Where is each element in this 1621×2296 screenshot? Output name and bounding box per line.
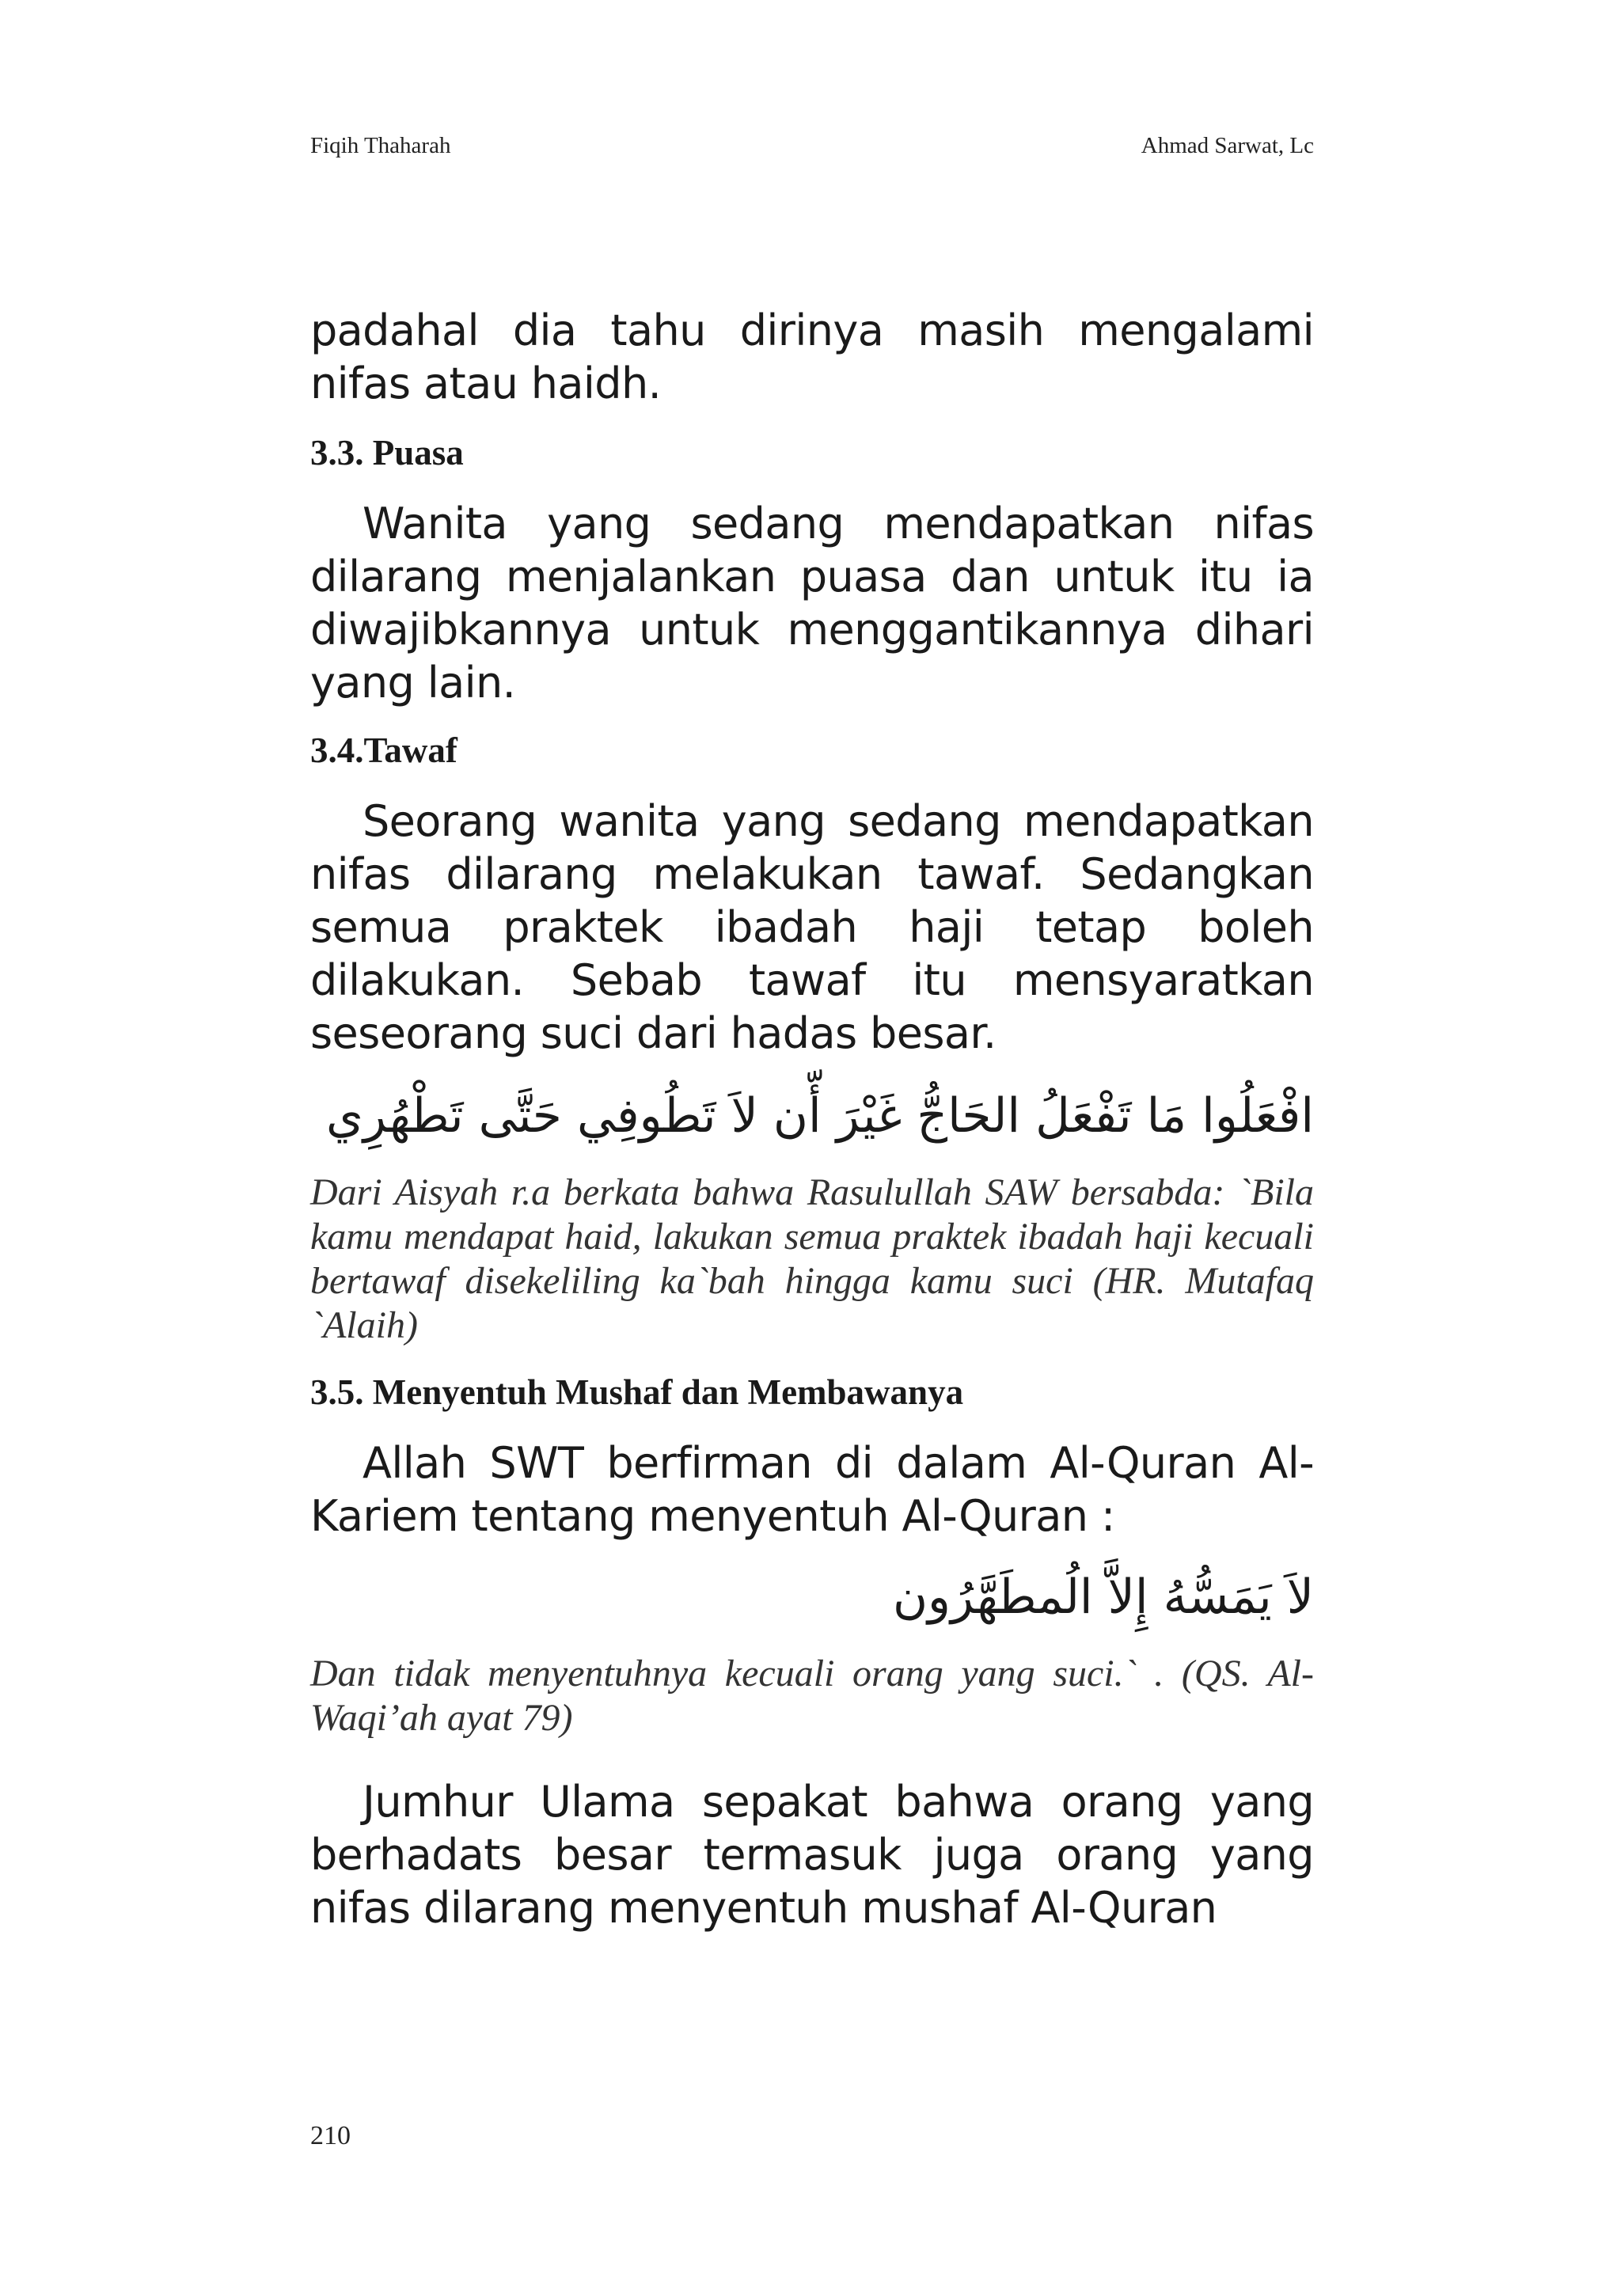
- header-author: Ahmad Sarwat, Lc: [1141, 133, 1314, 158]
- section-heading-tawaf: 3.4.Tawaf: [310, 731, 457, 770]
- arabic-ayat: لاَ يَمَسُّهُ إِلاَّ الُمطَهَّرُون: [892, 1569, 1314, 1625]
- paragraph-mushaf: Allah SWT berfirman di dalam Al-Quran Al-Kariem tentang menyentuh Al-Quran :: [310, 1438, 1314, 1541]
- arabic-hadith: افْعَلُوا مَا تَفْعَلُ الحَاجُّ غَيْرَ أّن لاَ تَطُوفِي حَتَّى تَطْهُرِي: [325, 1088, 1314, 1144]
- paragraph-jumhur: Jumhur Ulama sepakat bahwa orang yang berhadats besar termasuk juga orang yang nifas dilarang menyentuh mushaf Al-Quran: [310, 1777, 1314, 1933]
- ayat-translation: Dan tidak menyentuhnya kecuali orang yang suci.` . (QS. Al-Waqi’ah ayat 79): [310, 1653, 1314, 1739]
- paragraph-tawaf: Seorang wanita yang sedang mendapatkan nifas dilarang melakukan tawaf. Sedangkan semua praktek ibadah haji tetap boleh dilakukan. Sebab tawaf itu mensyaratkan seseorang suci dari hadas besar.: [310, 796, 1314, 1058]
- paragraph-intro: padahal dia tahu dirinya masih mengalami nifas atau haidh.: [310, 306, 1314, 408]
- hadith-translation: Dari Aisyah r.a berkata bahwa Rasulullah SAW bersabda: `Bila kamu mendapat haid, lakukan semua praktek ibadah haji kecuali bertawaf disekeliling ka`bah hingga kamu suci (HR. Mutafaq `Alaih): [310, 1171, 1314, 1346]
- page-content: [310, 304, 1314, 1934]
- section-heading-puasa: 3.3. Puasa: [310, 433, 464, 472]
- paragraph-puasa: Wanita yang sedang mendapatkan nifas dilarang menjalankan puasa dan untuk itu ia diwajibkannya untuk menggantikannya dihari yang lain.: [310, 499, 1314, 708]
- page-number: 210: [310, 2121, 351, 2150]
- section-heading-mushaf: 3.5. Menyentuh Mushaf dan Membawanya: [310, 1372, 964, 1412]
- running-header: [310, 133, 1314, 159]
- header-book-title: Fiqih Thaharah: [310, 133, 451, 158]
